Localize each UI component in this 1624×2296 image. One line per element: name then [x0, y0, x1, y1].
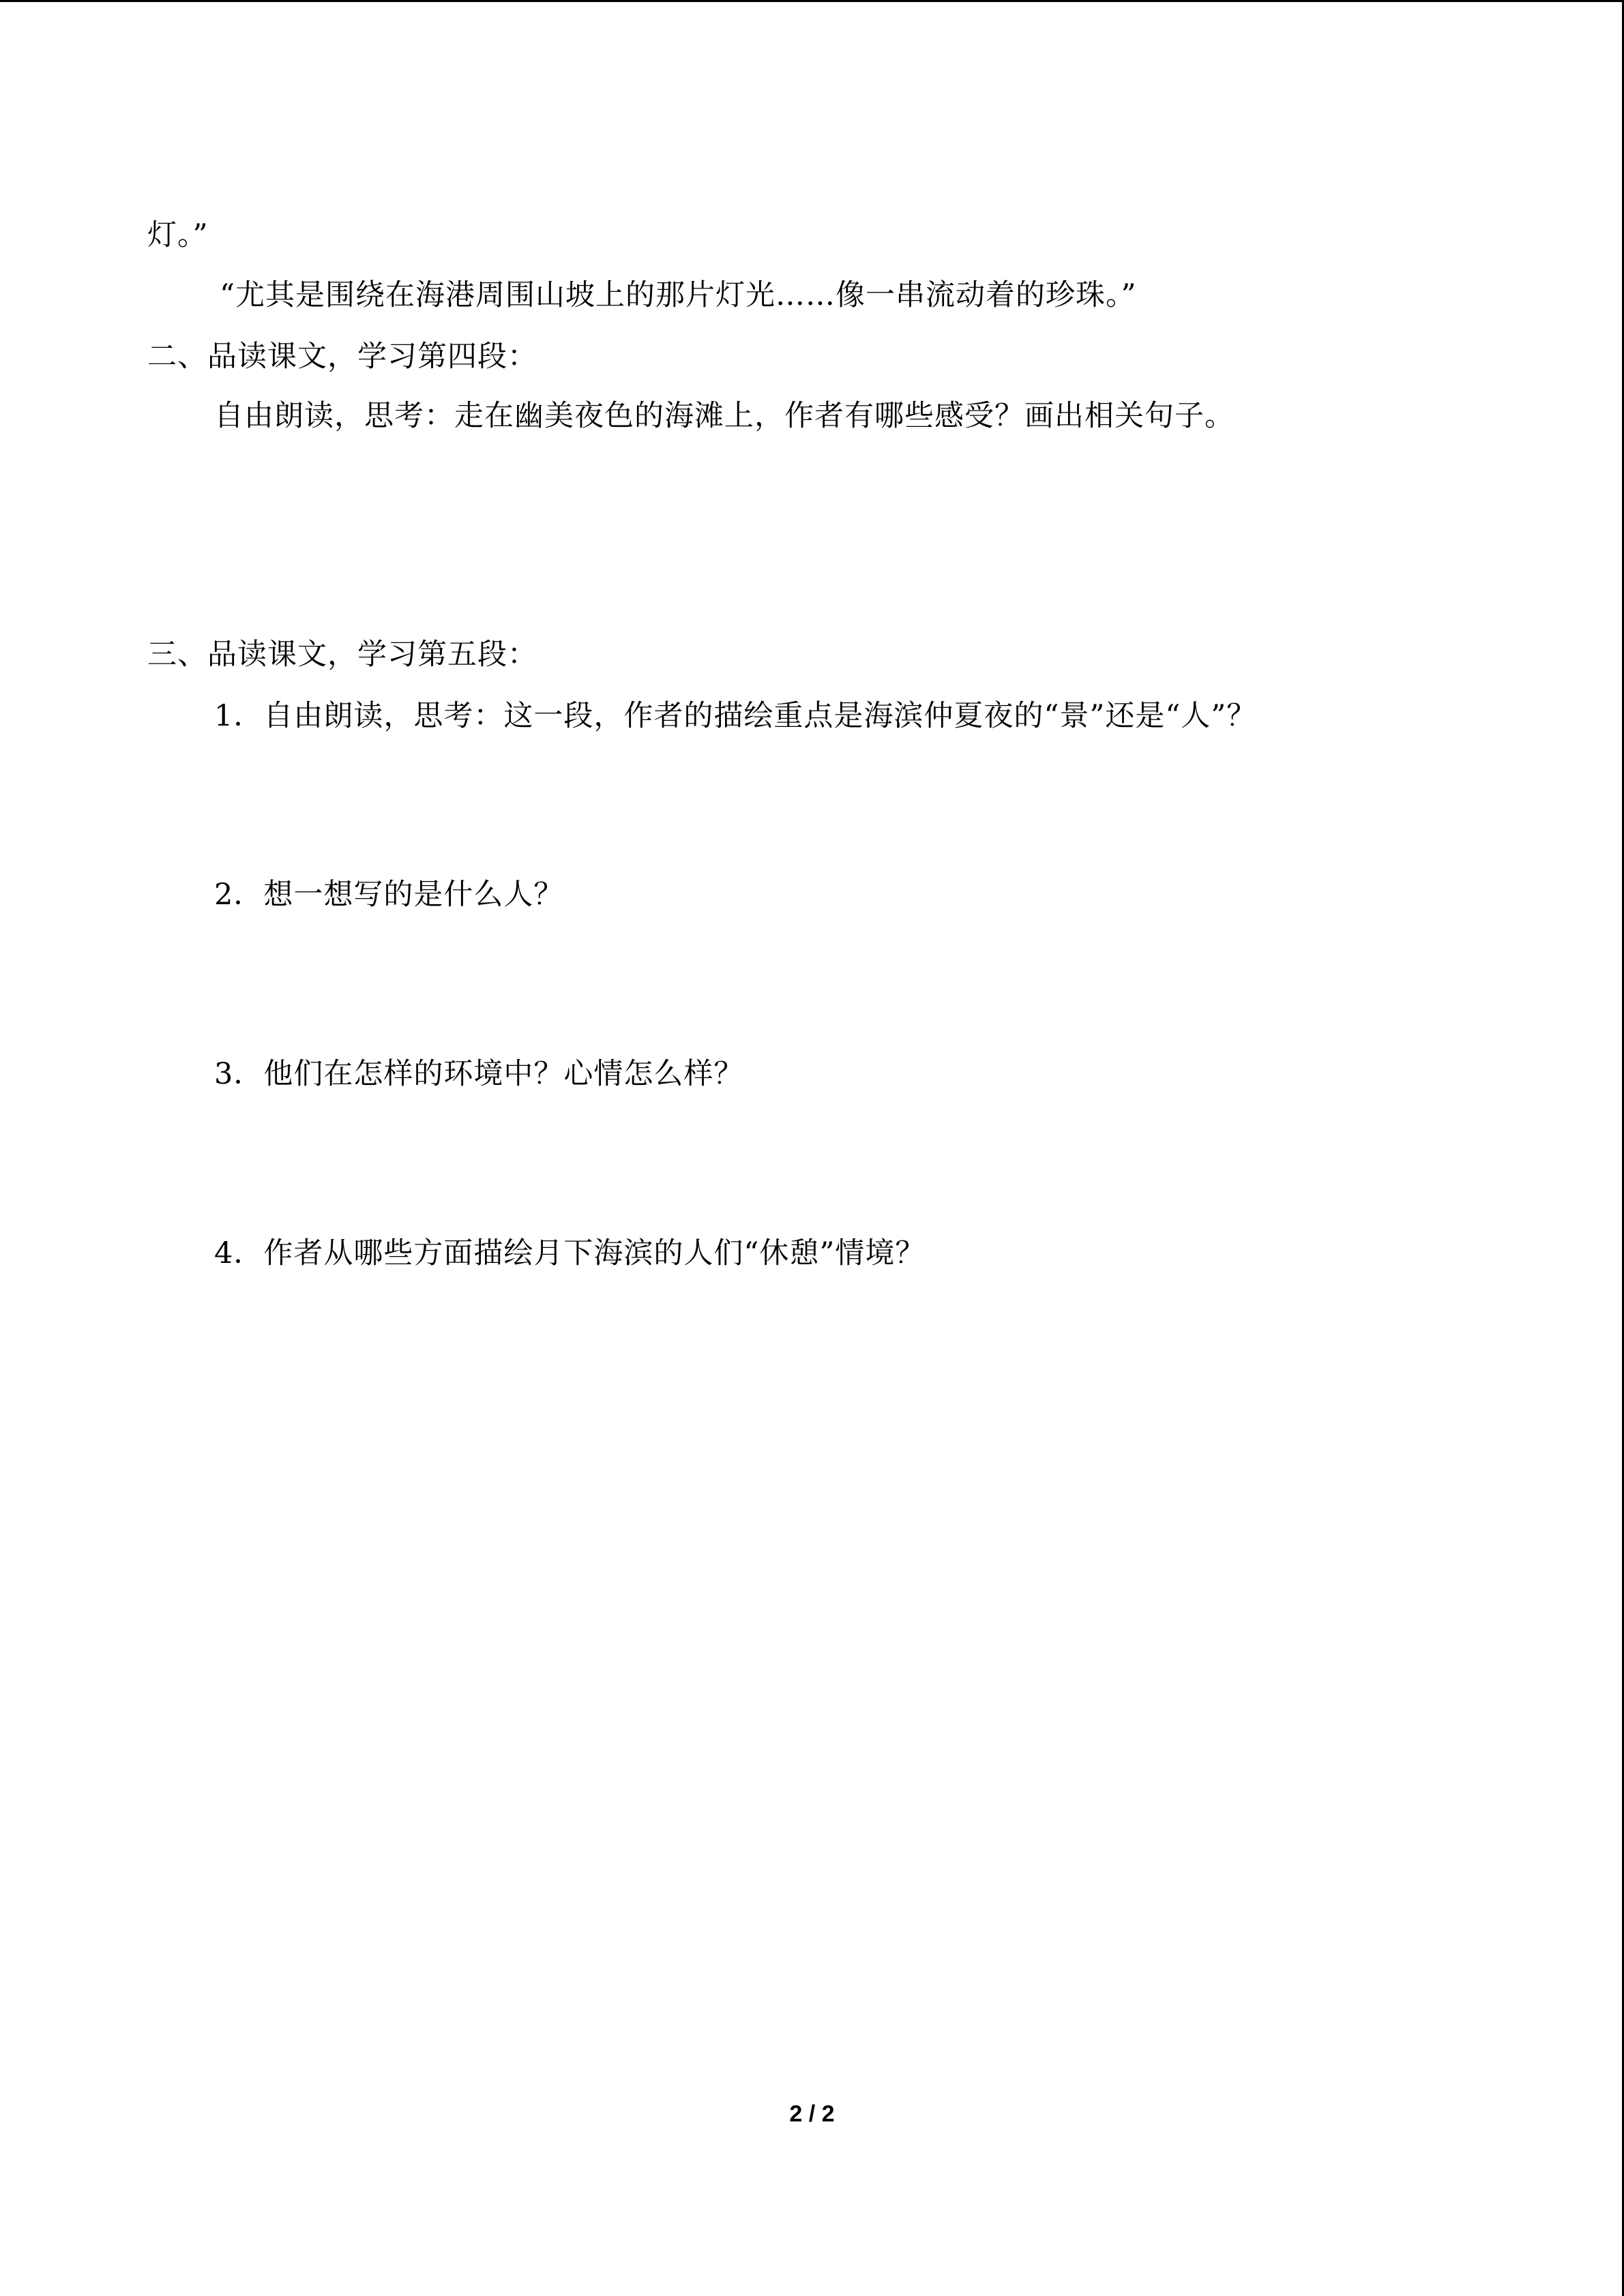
- question-4: 4．作者从哪些方面描绘月下海滨的人们“休憩”情境？: [214, 1236, 926, 1270]
- question-2: 2．想一想写的是什么人？: [214, 878, 564, 912]
- section-heading-three: 三、品读课文，学习第五段：: [147, 638, 537, 672]
- text-line-quote: “尤其是围绕在海港周围山坡上的那片灯光……像一串流动着的珍珠。”: [220, 278, 1137, 312]
- section-heading-two: 二、品读课文，学习第四段：: [147, 340, 537, 374]
- page-number: 2 / 2: [789, 2101, 835, 2127]
- instruction-paragraph-four: 自由朗读，思考：走在幽美夜色的海滩上，作者有哪些感受？画出相关句子。: [214, 399, 1235, 433]
- text-line-continuation: 灯。”: [147, 218, 209, 252]
- question-3: 3．他们在怎样的环境中？心情怎么样？: [214, 1057, 744, 1091]
- question-1: 1．自由朗读，思考：这一段，作者的描绘重点是海滨仲夏夜的“景”还是“人”？: [214, 699, 1257, 733]
